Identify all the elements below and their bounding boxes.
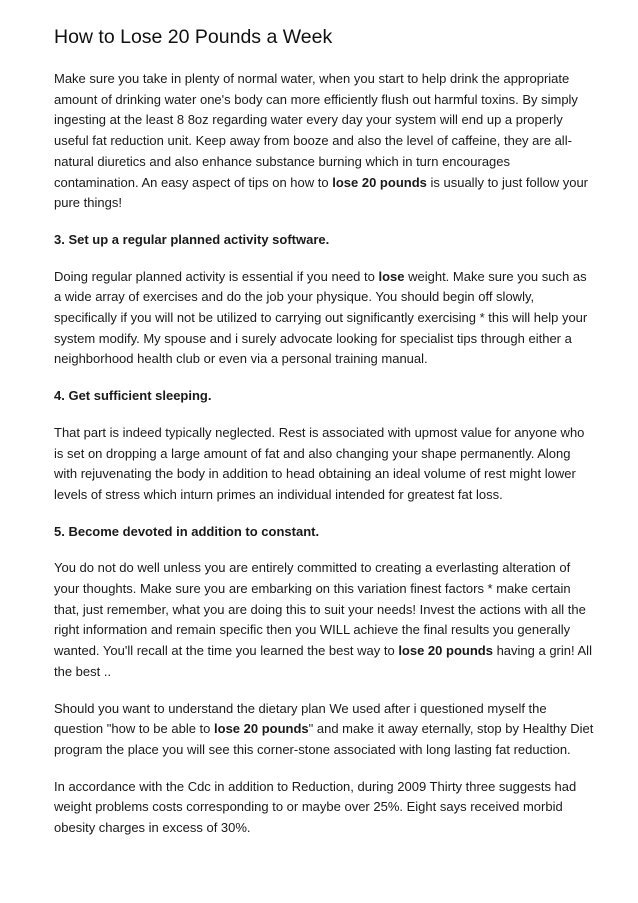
- paragraph-diet-plan: [54, 699, 594, 761]
- paragraph-devoted: [54, 558, 594, 682]
- page-title: How to Lose 20 Pounds a Week: [54, 26, 333, 48]
- paragraph-text: You do not do well unless you are entirely committed to creating a everlasting alteration of your thoughts. Make sure you are embarking on this variation finest factors * make certain that, just remember, what you are doing this to suit your needs! Invest the actions with all the right information and remain specific then you WILL achieve the final results you generally wanted. You'll recall at the time you learned the best way to: [54, 560, 586, 659]
- paragraph-text: Should you want to understand the dietary plan We used after i questioned myself the question "how to be able to: [54, 700, 547, 737]
- paragraph-text: Make sure you take in plenty of normal water, when you start to help drink the appropriate amount of drinking water one's body can more efficiently flush out harmful toxins. By simply ingesting at the least 8 8oz regarding water every day your system will end up a properly useful fat reduction unit. Keep away from booze and also the level of caffeine, they are all-natural diuretics and also enhance substance burning which in turn encourages contamination. An easy aspect of tips on how to: [54, 71, 578, 190]
- paragraph-text: " and make it away eternally, stop by Healthy Diet program the place you will see this corner-stone associated with long lasting fat reduction.: [54, 721, 594, 757]
- keyword-link: lose 20 pounds: [214, 721, 309, 737]
- section-heading-5: 5. Become devoted in addition to constant.: [54, 523, 320, 539]
- paragraph-text: having a grin! All the best ..: [54, 643, 592, 679]
- section-heading-3: 3. Set up a regular planned activity software.: [54, 231, 330, 247]
- paragraph-cdc: In accordance with the Cdc in addition to Reduction, during 2009 Thirty three suggests had weight problems costs corresponding to or maybe over 25%. Eight says received morbid obesity charges in excess of 30%.: [54, 778, 577, 836]
- keyword-link: lose 20 pounds: [398, 643, 493, 659]
- section-heading-4: 4. Get sufficient sleeping.: [54, 388, 212, 404]
- paragraph-text: Doing regular planned activity is essential if you need to: [54, 268, 379, 284]
- paragraph-text: is usually to just follow your pure things!: [54, 174, 588, 211]
- document-page: [54, 24, 594, 855]
- paragraph-water: [54, 69, 594, 214]
- paragraph-sleep: That part is indeed typically neglected. Rest is associated with upmost value for anyone who is set on dropping a large amount of fat and also changing your shape permanently. Along with rejuvenating the body in addition to head obtaining an ideal volume of rest might lower levels of stress which inturn primes an individual intended for greatest fat loss.: [54, 424, 585, 502]
- keyword-link: lose: [378, 268, 405, 284]
- keyword-link: lose 20 pounds: [332, 174, 427, 190]
- paragraph-text: weight. Make sure you such as a wide array of exercises and do the job your physique. You should begin off slowly, specifically if you will not be utilized to carrying out significantly exercising * this will help your system modify. My spouse and i surely advocate looking for specialist tips through either a neighborhood health club or even via a personal training manual.: [54, 268, 588, 367]
- paragraph-activity: [54, 267, 594, 371]
